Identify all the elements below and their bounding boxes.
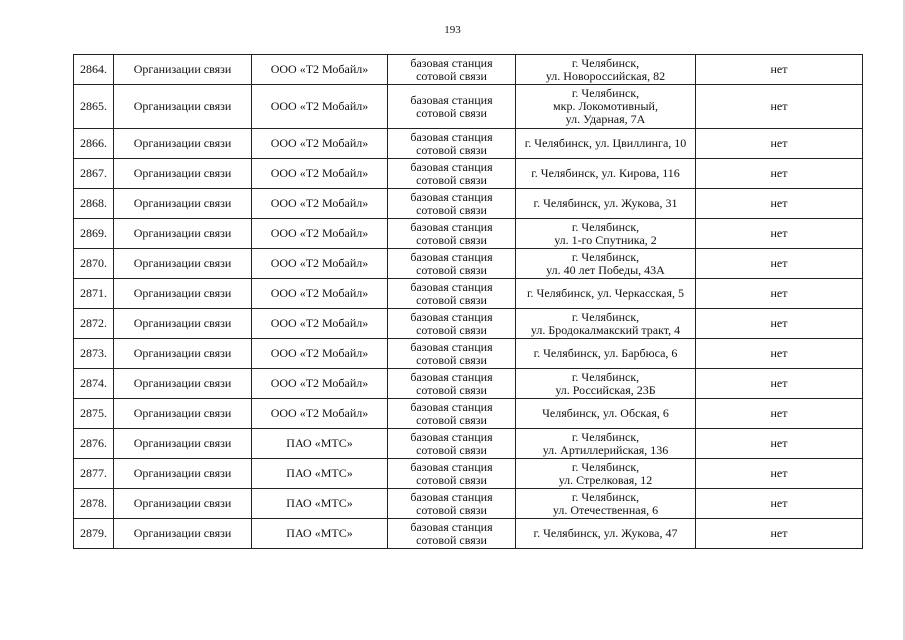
category-cell: Организации связи: [114, 519, 252, 549]
facility-type-cell-line: базовая станция: [410, 55, 493, 70]
row-number-cell: 2872.: [74, 309, 114, 339]
flag-cell: нет: [696, 189, 863, 219]
address-cell-line: ул. Артиллерийская, 136: [542, 442, 669, 457]
address-cell-line: ул. Новороссийская, 82: [545, 68, 666, 83]
category-cell: Организации связи: [114, 369, 252, 399]
table-row: [74, 309, 863, 339]
flag-cell: нет: [696, 219, 863, 249]
row-number-cell: 2867.: [74, 159, 114, 189]
address-cell-line: ул. 40 лет Победы, 43А: [546, 262, 665, 277]
address-cell-line: ул. Отечественная, 6: [552, 502, 659, 517]
facility-type-cell-line: базовая станция: [410, 339, 493, 354]
row-number-cell: 2875.: [74, 399, 114, 429]
category-cell: Организации связи: [114, 159, 252, 189]
facility-type-cell: [388, 399, 516, 429]
table-row: [74, 519, 863, 549]
address-cell-line: ул. Стрелковая, 12: [558, 472, 653, 487]
category-cell: Организации связи: [114, 429, 252, 459]
facility-type-cell-line: базовая станция: [410, 429, 493, 444]
address-cell-line: г. Челябинск,: [571, 86, 640, 100]
address-cell-line: г. Челябинск,: [571, 429, 640, 444]
address-cell-line: г. Челябинск, ул. Цвиллинга, 10: [524, 136, 687, 150]
table-row: [74, 369, 863, 399]
address-cell: [516, 129, 696, 159]
flag-cell: нет: [696, 399, 863, 429]
facility-type-cell-line: базовая станция: [410, 369, 493, 384]
category-cell: Организации связи: [114, 489, 252, 519]
facility-type-cell-line: базовая станция: [410, 159, 493, 174]
flag-cell: нет: [696, 339, 863, 369]
flag-cell: нет: [696, 249, 863, 279]
category-cell: Организации связи: [114, 189, 252, 219]
category-cell: Организации связи: [114, 309, 252, 339]
facility-type-cell-line: сотовой связи: [416, 382, 487, 397]
organization-cell: ООО «Т2 Мобайл»: [252, 339, 388, 369]
address-cell: [516, 399, 696, 429]
category-cell: Организации связи: [114, 85, 252, 129]
organization-cell: ООО «Т2 Мобайл»: [252, 55, 388, 85]
facility-type-cell-line: базовая станция: [410, 249, 493, 264]
facility-type-cell: [388, 429, 516, 459]
organization-cell: ПАО «МТС»: [252, 489, 388, 519]
address-cell-line: г. Челябинск, ул. Кирова, 116: [531, 166, 680, 180]
facility-type-cell: [388, 55, 516, 85]
facility-type-cell-line: базовая станция: [410, 92, 493, 107]
flag-cell: нет: [696, 519, 863, 549]
row-number-cell: 2876.: [74, 429, 114, 459]
table-row: [74, 489, 863, 519]
facility-type-cell: [388, 279, 516, 309]
address-cell-line: г. Челябинск, ул. Черкасская, 5: [526, 286, 684, 300]
organization-cell: ПАО «МТС»: [252, 519, 388, 549]
facility-type-cell-line: сотовой связи: [416, 68, 487, 83]
table-row: [74, 55, 863, 85]
flag-cell: нет: [696, 489, 863, 519]
flag-cell: нет: [696, 429, 863, 459]
facility-type-cell: [388, 519, 516, 549]
address-cell: [516, 279, 696, 309]
address-cell: [516, 489, 696, 519]
flag-cell: нет: [696, 159, 863, 189]
registry-table-body: [74, 55, 863, 549]
facility-type-cell-line: сотовой связи: [416, 172, 487, 187]
address-cell-line: г. Челябинск, ул. Жукова, 31: [533, 196, 678, 210]
address-cell-line: г. Челябинск,: [571, 55, 640, 70]
organization-cell: ООО «Т2 Мобайл»: [252, 279, 388, 309]
flag-cell: нет: [696, 459, 863, 489]
address-cell-line: г. Челябинск,: [571, 459, 640, 474]
facility-type-cell: [388, 369, 516, 399]
table-row: [74, 219, 863, 249]
address-cell-line: ул. Российская, 23Б: [555, 382, 656, 397]
address-cell-line: г. Челябинск,: [571, 369, 640, 384]
facility-type-cell: [388, 459, 516, 489]
address-cell: [516, 309, 696, 339]
table-row: [74, 339, 863, 369]
table-row: [74, 249, 863, 279]
address-cell-line: г. Челябинск,: [571, 219, 640, 234]
row-number-cell: 2873.: [74, 339, 114, 369]
category-cell: Организации связи: [114, 249, 252, 279]
facility-type-cell: [388, 249, 516, 279]
row-number-cell: 2866.: [74, 129, 114, 159]
table-row: [74, 429, 863, 459]
row-number-cell: 2871.: [74, 279, 114, 309]
table-row: [74, 85, 863, 129]
table-row: [74, 189, 863, 219]
flag-cell: нет: [696, 85, 863, 129]
organization-cell: ООО «Т2 Мобайл»: [252, 189, 388, 219]
flag-cell: нет: [696, 369, 863, 399]
address-cell: [516, 159, 696, 189]
facility-type-cell: [388, 219, 516, 249]
facility-type-cell-line: базовая станция: [410, 309, 493, 324]
page-number: 193: [444, 24, 461, 36]
facility-type-cell-line: базовая станция: [410, 279, 493, 294]
address-cell: [516, 219, 696, 249]
table-row: [74, 159, 863, 189]
organization-cell: ООО «Т2 Мобайл»: [252, 129, 388, 159]
facility-type-cell-line: сотовой связи: [416, 442, 487, 457]
row-number-cell: 2877.: [74, 459, 114, 489]
organization-cell: ПАО «МТС»: [252, 459, 388, 489]
address-cell-line: ул. Ударная, 7А: [565, 112, 646, 126]
category-cell: Организации связи: [114, 459, 252, 489]
address-cell-line: ул. 1-го Спутника, 2: [554, 232, 657, 247]
address-cell-line: г. Челябинск,: [571, 309, 640, 324]
facility-type-cell-line: сотовой связи: [416, 412, 487, 427]
address-cell: [516, 85, 696, 129]
row-number-cell: 2870.: [74, 249, 114, 279]
row-number-cell: 2869.: [74, 219, 114, 249]
table-row: [74, 459, 863, 489]
facility-type-cell-line: сотовой связи: [416, 352, 487, 367]
organization-cell: ООО «Т2 Мобайл»: [252, 85, 388, 129]
facility-type-cell-line: сотовой связи: [416, 142, 487, 157]
category-cell: Организации связи: [114, 279, 252, 309]
address-cell-line: ул. Бродокалмакский тракт, 4: [530, 322, 681, 337]
organization-cell: ООО «Т2 Мобайл»: [252, 159, 388, 189]
facility-type-cell-line: базовая станция: [410, 459, 493, 474]
row-number-cell: 2865.: [74, 85, 114, 129]
address-cell: [516, 459, 696, 489]
table-row: [74, 129, 863, 159]
facility-type-cell-line: сотовой связи: [416, 292, 487, 307]
flag-cell: нет: [696, 309, 863, 339]
facility-type-cell-line: сотовой связи: [416, 322, 487, 337]
category-cell: Организации связи: [114, 219, 252, 249]
facility-type-cell-line: базовая станция: [410, 519, 493, 534]
facility-type-cell: [388, 489, 516, 519]
address-cell: [516, 369, 696, 399]
row-number-cell: 2874.: [74, 369, 114, 399]
organization-cell: ООО «Т2 Мобайл»: [252, 219, 388, 249]
row-number-cell: 2864.: [74, 55, 114, 85]
facility-type-cell: [388, 85, 516, 129]
address-cell: [516, 55, 696, 85]
address-cell-line: мкр. Локомотивный,: [553, 99, 658, 113]
address-cell: [516, 189, 696, 219]
facility-type-cell-line: сотовой связи: [416, 262, 487, 277]
table-row: [74, 279, 863, 309]
category-cell: Организации связи: [114, 55, 252, 85]
facility-type-cell-line: сотовой связи: [416, 232, 487, 247]
address-cell: [516, 429, 696, 459]
category-cell: Организации связи: [114, 129, 252, 159]
facility-type-cell: [388, 339, 516, 369]
flag-cell: нет: [696, 279, 863, 309]
category-cell: Организации связи: [114, 339, 252, 369]
facility-type-cell-line: сотовой связи: [416, 472, 487, 487]
organization-cell: ООО «Т2 Мобайл»: [252, 249, 388, 279]
facility-type-cell-line: сотовой связи: [416, 532, 487, 547]
address-cell: [516, 249, 696, 279]
facility-type-cell-line: базовая станция: [410, 129, 493, 144]
table-row: [74, 399, 863, 429]
address-cell-line: г. Челябинск,: [571, 249, 640, 264]
facility-type-cell-line: базовая станция: [410, 399, 493, 414]
facility-type-cell-line: базовая станция: [410, 189, 493, 204]
facility-type-cell: [388, 309, 516, 339]
facility-type-cell-line: сотовой связи: [416, 105, 487, 120]
facility-type-cell: [388, 129, 516, 159]
address-cell: [516, 519, 696, 549]
flag-cell: нет: [696, 55, 863, 85]
row-number-cell: 2868.: [74, 189, 114, 219]
address-cell-line: г. Челябинск,: [571, 489, 640, 504]
facility-type-cell: [388, 159, 516, 189]
address-cell-line: г. Челябинск, ул. Барбюса, 6: [533, 346, 678, 360]
address-cell-line: г. Челябинск, ул. Жукова, 47: [533, 526, 678, 540]
row-number-cell: 2879.: [74, 519, 114, 549]
facility-type-cell: [388, 189, 516, 219]
registry-table: [73, 54, 863, 549]
organization-cell: ООО «Т2 Мобайл»: [252, 369, 388, 399]
address-cell-line: Челябинск, ул. Обская, 6: [542, 406, 669, 420]
facility-type-cell-line: сотовой связи: [416, 202, 487, 217]
organization-cell: ООО «Т2 Мобайл»: [252, 399, 388, 429]
organization-cell: ПАО «МТС»: [252, 429, 388, 459]
organization-cell: ООО «Т2 Мобайл»: [252, 309, 388, 339]
category-cell: Организации связи: [114, 399, 252, 429]
facility-type-cell-line: базовая станция: [410, 219, 493, 234]
facility-type-cell-line: сотовой связи: [416, 502, 487, 517]
facility-type-cell-line: базовая станция: [410, 489, 493, 504]
address-cell: [516, 339, 696, 369]
flag-cell: нет: [696, 129, 863, 159]
row-number-cell: 2878.: [74, 489, 114, 519]
